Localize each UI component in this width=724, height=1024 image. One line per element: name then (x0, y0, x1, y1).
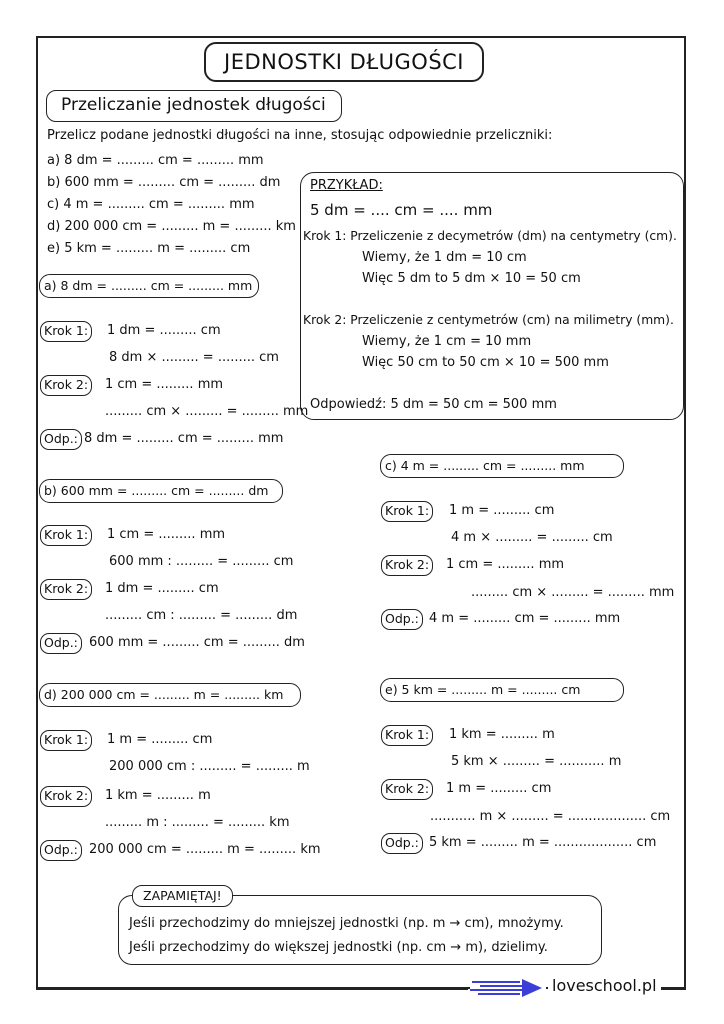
step2-tag: Krok 2: (40, 375, 92, 396)
step2-tag: Krok 2: (381, 779, 433, 800)
solution-c-step1-calc: 4 m × ......... = ......... cm (451, 530, 613, 545)
solution-b-step2-fact: 1 dm = ......... cm (105, 581, 219, 596)
solution-d-header: d) 200 000 cm = ......... m = ......... km (39, 683, 301, 707)
solution-c-header: c) 4 m = ......... cm = ......... mm (380, 454, 624, 478)
footer-brand: loveschool.pl (548, 976, 661, 995)
section-subtitle: Przeliczanie jednostek długości (46, 90, 342, 122)
solution-c-step1-fact: 1 m = ......... cm (449, 503, 555, 518)
solution-b-step1-calc: 600 mm : ......... = ......... cm (109, 554, 294, 569)
task-item: a) 8 dm = ......... cm = ......... mm (47, 153, 264, 168)
page-title: JEDNOSTKI DŁUGOŚCI (204, 42, 484, 82)
step1-tag: Krok 1: (40, 321, 92, 342)
footer-line-left (36, 988, 468, 990)
solution-e-step1-calc: 5 km × ......... = ........... m (451, 754, 622, 769)
answer-tag: Odp.: (381, 609, 423, 630)
example-step1-title: Krok 1: Przeliczenie z decymetrów (dm) na centymetry (cm). (303, 229, 677, 243)
step2-tag: Krok 2: (381, 555, 433, 576)
footer-line-right (660, 988, 686, 990)
solution-d-step1-calc: 200 000 cm : ......... = ......... m (109, 759, 310, 774)
example-label: PRZYKŁAD: (310, 178, 383, 193)
solution-b-answer: 600 mm = ......... cm = ......... dm (89, 635, 305, 650)
example-answer: Odpowiedź: 5 dm = 50 cm = 500 mm (310, 397, 557, 412)
solution-b-step2-calc: ......... cm : ......... = ......... dm (105, 608, 298, 623)
solution-b-step1-fact: 1 cm = ......... mm (107, 527, 226, 542)
solution-e-step1-fact: 1 km = ......... m (449, 727, 555, 742)
task-item: b) 600 mm = ......... cm = ......... dm (47, 175, 281, 190)
solution-d-step2-fact: 1 km = ......... m (105, 788, 211, 803)
solution-c-answer: 4 m = ......... cm = ......... mm (429, 611, 621, 626)
step1-tag: Krok 1: (381, 725, 433, 746)
arrow-logo-icon (470, 977, 546, 999)
task-item: e) 5 km = ......... m = ......... cm (47, 241, 251, 256)
step2-tag: Krok 2: (40, 786, 92, 807)
answer-tag: Odp.: (40, 429, 82, 450)
example-equation: 5 dm = .... cm = .... mm (310, 201, 493, 219)
solution-a-header: a) 8 dm = ......... cm = ......... mm (39, 274, 259, 298)
answer-tag: Odp.: (40, 633, 82, 654)
remember-rule-multiply: Jeśli przechodzimy do mniejszej jednostki (np. m → cm), mnożymy. (129, 916, 564, 931)
solution-a-step1-calc: 8 dm × ......... = ......... cm (109, 350, 279, 365)
remember-label: ZAPAMIĘTAJ! (132, 885, 233, 907)
solution-e-header: e) 5 km = ......... m = ......... cm (380, 678, 624, 702)
solution-c-step2-calc: ......... cm × ......... = ......... mm (471, 585, 675, 600)
remember-rule-divide: Jeśli przechodzimy do większej jednostki (np. cm → m), dzielimy. (129, 940, 548, 955)
solution-a-step2-fact: 1 cm = ......... mm (105, 377, 224, 392)
step1-tag: Krok 1: (381, 501, 433, 522)
example-step2-calc: Więc 50 cm to 50 cm × 10 = 500 mm (362, 355, 609, 370)
step2-tag: Krok 2: (40, 579, 92, 600)
example-step1-calc: Więc 5 dm to 5 dm × 10 = 50 cm (362, 271, 581, 286)
task-item: c) 4 m = ......... cm = ......... mm (47, 197, 255, 212)
solution-d-step2-calc: ......... m : ......... = ......... km (105, 815, 290, 830)
answer-tag: Odp.: (40, 840, 82, 861)
solution-b-header: b) 600 mm = ......... cm = ......... dm (39, 479, 283, 503)
example-step2-title: Krok 2: Przeliczenie z centymetrów (cm) na milimetry (mm). (303, 313, 674, 327)
step1-tag: Krok 1: (40, 730, 92, 751)
instruction-text: Przelicz podane jednostki długości na inne, stosując odpowiednie przeliczniki: (47, 128, 553, 143)
solution-e-step2-fact: 1 m = ......... cm (446, 781, 552, 796)
solution-e-answer: 5 km = ......... m = ................... cm (429, 835, 657, 850)
answer-tag: Odp.: (381, 833, 423, 854)
solution-c-step2-fact: 1 cm = ......... mm (446, 557, 565, 572)
solution-d-step1-fact: 1 m = ......... cm (107, 732, 213, 747)
solution-a-step1-fact: 1 dm = ......... cm (107, 323, 221, 338)
example-step2-fact: Wiemy, że 1 cm = 10 mm (362, 334, 532, 349)
step1-tag: Krok 1: (40, 525, 92, 546)
solution-d-answer: 200 000 cm = ......... m = ......... km (89, 842, 321, 857)
solution-e-step2-calc: ........... m × ......... = ................... cm (430, 809, 671, 824)
task-item: d) 200 000 cm = ......... m = ......... km (47, 219, 296, 234)
example-step1-fact: Wiemy, że 1 dm = 10 cm (362, 250, 527, 265)
solution-a-answer: 8 dm = ......... cm = ......... mm (84, 431, 284, 446)
solution-a-step2-calc: ......... cm × ......... = ......... mm (105, 404, 309, 419)
